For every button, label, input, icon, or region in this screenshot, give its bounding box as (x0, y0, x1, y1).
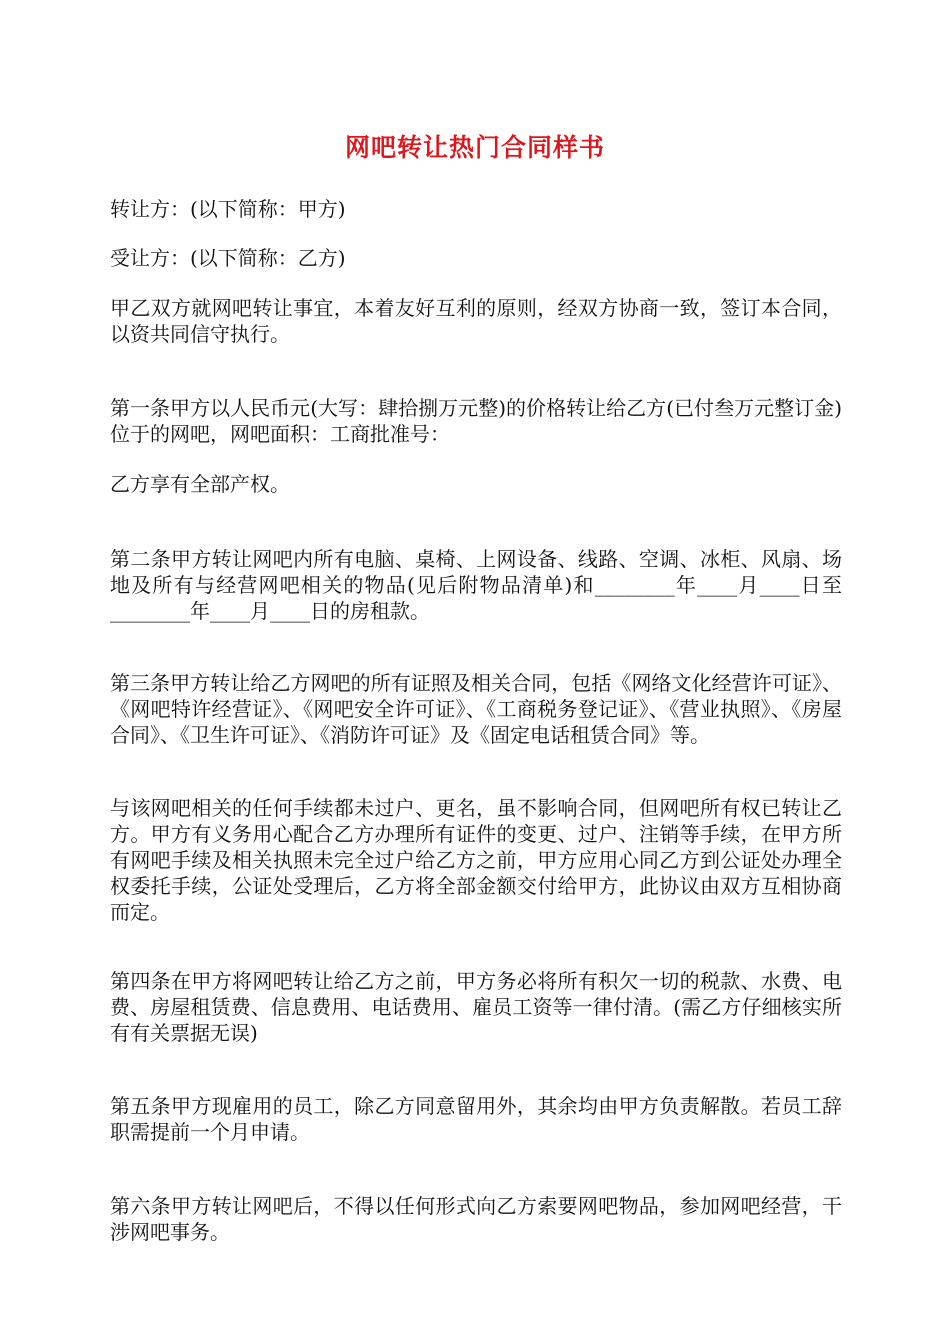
article-6-paragraph: 第六条甲方转让网吧后，不得以任何形式向乙方索要网吧物品，参加网吧经营，干涉网吧事务。 (110, 1194, 842, 1244)
document-title: 网吧转让热门合同样书 (344, 133, 605, 162)
transferor-line: 转让方：(以下简称：甲方) (110, 197, 346, 221)
article-5-paragraph: 第五条甲方现雇用的员工，除乙方同意留用外，其余均由甲方负责解散。若员工辞职需提前一个月申请。 (110, 1094, 842, 1144)
article-2-paragraph: 第二条甲方转让网吧内所有电脑、桌椅、上网设备、线路、空调、冰柜、风扇、场地及所有与经营网吧相关的物品(见后附物品清单)和________年____月____日至________年____月____日的房租款。 (110, 547, 842, 623)
article-3-note: 与该网吧相关的任何手续都未过户、更名，虽不影响合同，但网吧所有权已转让乙方。甲方有义务用心配合乙方办理所有证件的变更、过户、注销等手续，在甲方所有网吧手续及相关执照未完全过户给乙方之前，甲方应用心同乙方到公证处办理全权委托手续，公证处受理后，乙方将全部金额交付给甲方，此协议由双方互相协商而定。 (110, 796, 842, 924)
article-4-paragraph: 第四条在甲方将网吧转让给乙方之前，甲方务必将所有积欠一切的税款、水费、电费、房屋租赁费、信息费用、电话费用、雇员工资等一律付清。(需乙方仔细核实所有有关票据无误) (110, 969, 842, 1045)
article-1-note: 乙方享有全部产权。 (110, 472, 290, 496)
article-1-paragraph: 第一条甲方以人民币元(大写：肆拾捌万元整)的价格转让给乙方(已付叁万元整订金)位于的网吧，网吧面积：工商批准号： (110, 396, 842, 446)
preamble-paragraph: 甲乙双方就网吧转让事宜，本着友好互利的原则，经双方协商一致，签订本合同，以资共同信守执行。 (110, 296, 842, 346)
transferee-line: 受让方：(以下简称：乙方) (110, 246, 346, 270)
article-3-paragraph: 第三条甲方转让给乙方网吧的所有证照及相关合同，包括《网络文化经营许可证》、《网吧特许经营证》、《网吧安全许可证》、《工商税务登记证》、《营业执照》、《房屋合同》、《卫生许可证》、《消防许可证》及《固定电话租赁合同》等。 (110, 671, 842, 747)
